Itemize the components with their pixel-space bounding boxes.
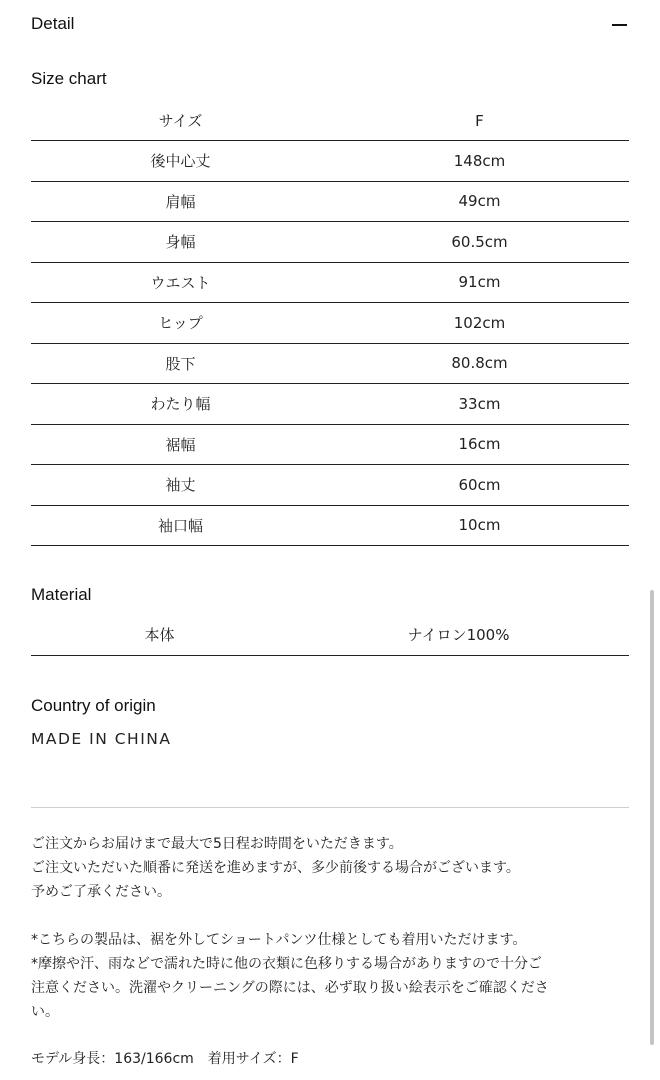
table-row [31,222,629,263]
table-row [31,384,629,425]
material-title: Material [31,585,92,604]
measurement-value: 148cm [330,141,629,182]
measurement-value: 91cm [330,262,629,303]
size-chart-title: Size chart [31,69,107,88]
model-info: モデル身長：163/166cm 着用サイズ：F [31,1051,299,1067]
notes-line: 予めご了承ください。 [31,884,171,900]
table-row [31,615,629,655]
detail-accordion-header[interactable] [31,12,629,40]
measurement-value: 33cm [330,384,629,425]
size-header-label: サイズ [31,101,330,141]
measurement-label: 後中心丈 [31,141,330,182]
measurement-label: わたり幅 [31,384,330,425]
measurement-value: 10cm [330,505,629,546]
measurement-value: 16cm [330,424,629,465]
table-row [31,181,629,222]
measurement-label: ウエスト [31,262,330,303]
minus-icon[interactable] [612,24,627,26]
notes-line: *こちらの製品は、裾を外してショートパンツ仕様としても着用いただけます。 [31,932,527,948]
size-chart-table [31,101,629,546]
table-row [31,141,629,182]
notes-line: 注意ください。洗濯やクリーニングの際には、必ず取り扱い絵表示をご確認くださ [31,980,549,996]
measurement-value: 49cm [330,181,629,222]
measurement-value: 80.8cm [330,343,629,384]
notes-line: ご注文からお届けまで最大で5日程お時間をいただきます。 [31,836,403,852]
material-composition: ナイロン100% [288,615,629,655]
notes-line: い。 [31,1004,59,1020]
measurement-value: 60cm [330,465,629,506]
material-table [31,615,629,656]
table-row [31,505,629,546]
material-part: 本体 [31,615,288,655]
notes-line: *摩擦や汗、雨などで濡れた時に他の衣類に色移りする場合がありますので十分ご [31,956,542,972]
size-header-value: F [330,101,629,141]
measurement-label: 裾幅 [31,424,330,465]
measurement-label: ヒップ [31,303,330,344]
measurement-label: 股下 [31,343,330,384]
table-row [31,262,629,303]
measurement-value: 60.5cm [330,222,629,263]
measurement-value: 102cm [330,303,629,344]
measurement-label: 身幅 [31,222,330,263]
measurement-label: 袖丈 [31,465,330,506]
origin-value: MADE IN CHINA [31,730,172,748]
table-row [31,303,629,344]
size-chart-header-row [31,101,629,141]
measurement-label: 袖口幅 [31,505,330,546]
table-row [31,465,629,506]
shipping-notes [31,832,631,1024]
table-row [31,343,629,384]
table-row [31,424,629,465]
origin-title: Country of origin [31,696,156,715]
measurement-label: 肩幅 [31,181,330,222]
notes-line: ご注文いただいた順番に発送を進めますが、多少前後する場合がございます。 [31,860,520,876]
divider [31,807,629,808]
detail-title: Detail [31,14,75,33]
scrollbar-thumb[interactable] [650,590,654,1045]
